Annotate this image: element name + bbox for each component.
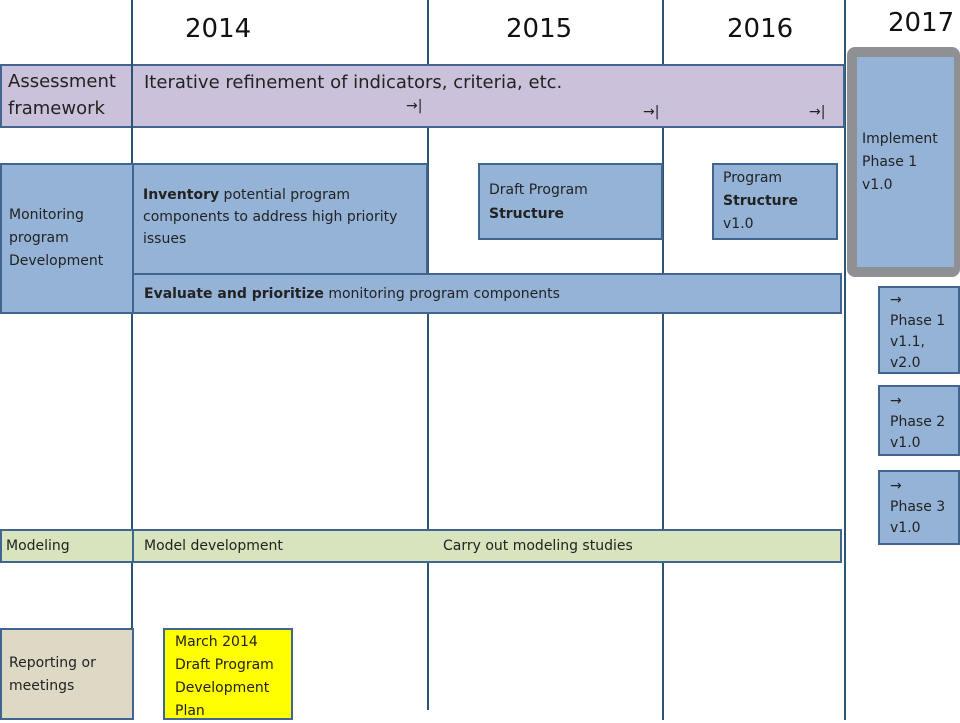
prog-line1: Program xyxy=(723,170,783,186)
prog-line2 xyxy=(723,190,798,213)
phase3-line1: Phase 3 xyxy=(890,499,946,515)
draft-line2 xyxy=(489,202,588,226)
draft-line1: Draft Program xyxy=(489,182,588,198)
evaluate-text xyxy=(144,283,560,305)
assessment-text: Iterative refinement of indicators, criteria, etc. xyxy=(144,72,563,93)
prog-line3: v1.0 xyxy=(723,216,754,232)
milestone-marker-2016a: →| xyxy=(643,104,660,120)
inventory-text xyxy=(143,184,413,250)
modeling-studies-text: Carry out modeling studies xyxy=(443,538,633,554)
evaluate-bold: Evaluate and prioritize xyxy=(144,286,324,302)
inventory-bold: Inventory xyxy=(143,187,220,203)
modeling-label: Modeling xyxy=(6,538,70,554)
phase2-box xyxy=(878,385,960,456)
implement-text xyxy=(862,128,938,197)
assessment-divider xyxy=(131,64,133,128)
implement-line3: v1.0 xyxy=(862,177,893,193)
phase3-arrow: → xyxy=(890,478,902,494)
year-2014: 2014 xyxy=(185,14,252,44)
phase1-line3: v2.0 xyxy=(890,355,921,371)
year-2017: 2017 xyxy=(888,8,955,38)
monitoring-label: Monitoring program Development xyxy=(9,207,104,269)
phase3-line2: v1.0 xyxy=(890,520,921,536)
march-line1: March 2014 xyxy=(175,634,258,650)
inventory-rest: potential program components to address high priority issues xyxy=(143,187,398,247)
phase1-arrow: → xyxy=(890,292,902,308)
phase3-box xyxy=(878,470,960,545)
year-2016: 2016 xyxy=(727,14,794,44)
phase1-box xyxy=(878,286,960,374)
milestone-marker-2016b: →| xyxy=(809,104,826,120)
model-development-text: Model development xyxy=(144,538,283,554)
implement-line1: Implement xyxy=(862,131,938,147)
implement-line2: Phase 1 xyxy=(862,154,918,170)
phase2-arrow: → xyxy=(890,393,902,409)
phase1-line1: Phase 1 xyxy=(890,313,946,329)
year-2015: 2015 xyxy=(506,14,573,44)
phase1-line2: v1.1, xyxy=(890,334,925,350)
march-2014-box xyxy=(163,628,293,720)
milestone-marker-2015: →| xyxy=(406,98,423,114)
evaluate-rest: monitoring program components xyxy=(323,286,560,302)
assessment-label: Assessment framework xyxy=(8,71,116,119)
phase2-line1: Phase 2 xyxy=(890,414,946,430)
reporting-label: Reporting or meetings xyxy=(9,655,96,694)
draft-line2-bold: Structure xyxy=(489,206,565,222)
program-structure-text xyxy=(723,167,798,236)
prog-line2-bold: Structure xyxy=(723,193,799,209)
march-line2: Draft Program xyxy=(175,657,274,673)
phase2-line2: v1.0 xyxy=(890,435,921,451)
draft-structure-text xyxy=(489,178,588,226)
march-line4: Plan xyxy=(175,703,205,719)
march-line3: Development xyxy=(175,680,270,696)
